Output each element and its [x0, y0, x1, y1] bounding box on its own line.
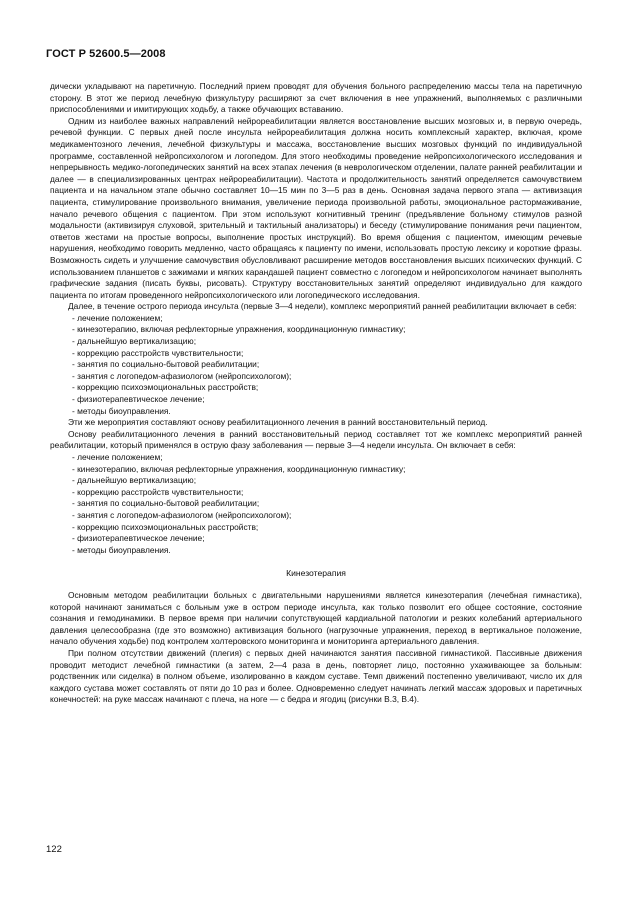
body-text — [50, 81, 582, 706]
paragraph: Основу реабилитационного лечения в ранний восстановительный период составляет тот же комплекс мероприятий ранней реабилитации, который применялся в острую фазу заболевания — первые 3—4 недели инсульта. Он включает в себя: — [50, 428, 582, 451]
paragraph: Далее, в течение острого периода инсульта (первые 3—4 недели), комплекс мероприятий ранней реабилитации включает в себя: — [68, 301, 577, 312]
list-item: - физиотерапевтическое лечение; — [72, 533, 205, 544]
list-item: - занятия с логопедом-афазиологом (нейропсихологом); — [72, 509, 292, 520]
standard-header: ГОСТ Р 52600.5—2008 — [46, 48, 166, 60]
list-item: - коррекцию психоэмоциональных расстройств; — [72, 382, 259, 393]
list-item: - дальнейшую вертикализацию; — [72, 336, 197, 347]
rehab-list-early — [50, 452, 582, 556]
list-item: - коррекцию расстройств чувствительности; — [72, 347, 244, 358]
list-item: - физиотерапевтическое лечение; — [72, 394, 205, 405]
list-item: - дальнейшую вертикализацию; — [72, 475, 197, 486]
list-item: - занятия по социально-бытовой реабилитации; — [72, 498, 260, 509]
list-item: - лечение положением; — [72, 312, 163, 323]
paragraph: При полном отсутствии движений (плегия) с первых дней начинаются занятия пассивной гимнастикой. Пассивные движения проводит методист лечебной гимнастики (а затем, 2—4 раза в день, повторяет лицо, постоянно ухаживающее за больным: родственник или сиделка) в полном объеме, изолированно в каждом суставе. Темп движений постепенно увеличивают, число их для каждого сустава может составлять от пяти до 10 раз и более. Одновременно следует начинать легкий массаж здоровых и паретичных конечностей: на руке массаж начинают с плеча, на ноге — с бедра и ягодиц (рисунки В.3, В.4). — [50, 647, 582, 705]
list-item: - лечение положением; — [72, 452, 163, 462]
list-item: - кинезотерапию, включая рефлекторные упражнения, координационную гимнастику; — [72, 463, 406, 474]
section-title: Кинезотерапия — [286, 568, 346, 579]
list-item: - занятия по социально-бытовой реабилитации; — [72, 359, 260, 370]
list-item: - коррекцию расстройств чувствительности; — [72, 486, 244, 497]
list-item: - занятия с логопедом-афазиологом (нейропсихологом); — [72, 370, 292, 381]
list-item: - кинезотерапию, включая рефлекторные упражнения, координационную гимнастику; — [72, 324, 406, 335]
paragraph: дически укладывают на паретичную. Последний прием проводят для обучения больного распределению массы тела на паретичную сторону. В этот же период лечебную физкультуру расширяют за счет включения в нее упражнений, выполняемых с различными приспособлениями и имитирующих ходьбу, а также обучающих вставанию. — [50, 81, 582, 115]
paragraph: Основным методом реабилитации больных с двигательными нарушениями является кинезотерапия (лечебная гимнастика), которой начинают заниматься с больным уже в остром периоде инсульта, как только позволит его общее состояние, состояние сознания и гемодинамики. В первое время при наличии сопутствующей кардиальной патологии и резких колебаний артериального давления целесообразна (где это возможно) активизация больного (нагрузочные упражнения, переход в вертикальное положение, начало обучения ходьбе) под контролем холтеровского мониторинга и мониторинга артериального давления. — [50, 589, 582, 647]
rehab-list-acute — [50, 313, 582, 417]
paragraph: Эти же мероприятия составляют основу реабилитационного лечения в ранний восстановительный период. — [68, 417, 488, 428]
list-item: - методы биоуправления. — [72, 544, 171, 555]
list-item: - коррекцию психоэмоциональных расстройств; — [72, 521, 259, 532]
page-number: 122 — [46, 844, 62, 855]
paragraph: Одним из наиболее важных направлений нейрореабилитации является восстановление высших мозговых и, в первую очередь, речевой функции. С первых дней после инсульта нейрореабилитация должна носить комплексный характер, включая, кроме медикаментозного лечения, лечебной физкультуры и массажа, восстановление высших мозговых функций по индивидуальной программе, составленной нейропсихологом и логопедом. Для этого необходимы проведение нейропсихологического исследования и непрерывность медико-логопедических занятий на всех этапах лечения (в неврологическом отделении, палате ранней реабилитации и далее — в специализированных центрах нейрореабилитации). Частота и продолжительность занятий определяется самочувствием пациента и на начальном этапе обычно составляет 10—15 мин по 3—5 раз в день. Основная задача первого этапа — активизация пациента, стимулирование произвольного внимания, увеличение периода произвольной работы, эмоциональное растормаживание, начало речевого общения с пациентом. При этом используют когнитивный тренинг (предъявление больному стимулов разной модальности (активизируя слуховой, зрительный и тактильный анализаторы) и беседу (стимулирование понимания речи пациентом, ответов жестами на простые вопросы, выполнение простых инструкций). Во время общения с пациентом, имеющим речевые нарушения, необходимо говорить медленно, часто обращаясь к пациенту по имени, использовать простую лексику и короткие фразы. Возможность сидеть и улучшение самочувствия обусловливают расширение методов восстановления высших психических функций. С использованием планшетов с зажимами и мягких карандашей пациент совместно с логопедом и нейропсихологом начинает выполнять графические задания (писать буквы, рисовать). Структуру восстановительных занятий определяют индивидуально для каждого пациента по итогам проведенного нейропсихологического или логопедического исследования. — [50, 115, 582, 300]
list-item: - методы биоуправления. — [72, 405, 171, 416]
